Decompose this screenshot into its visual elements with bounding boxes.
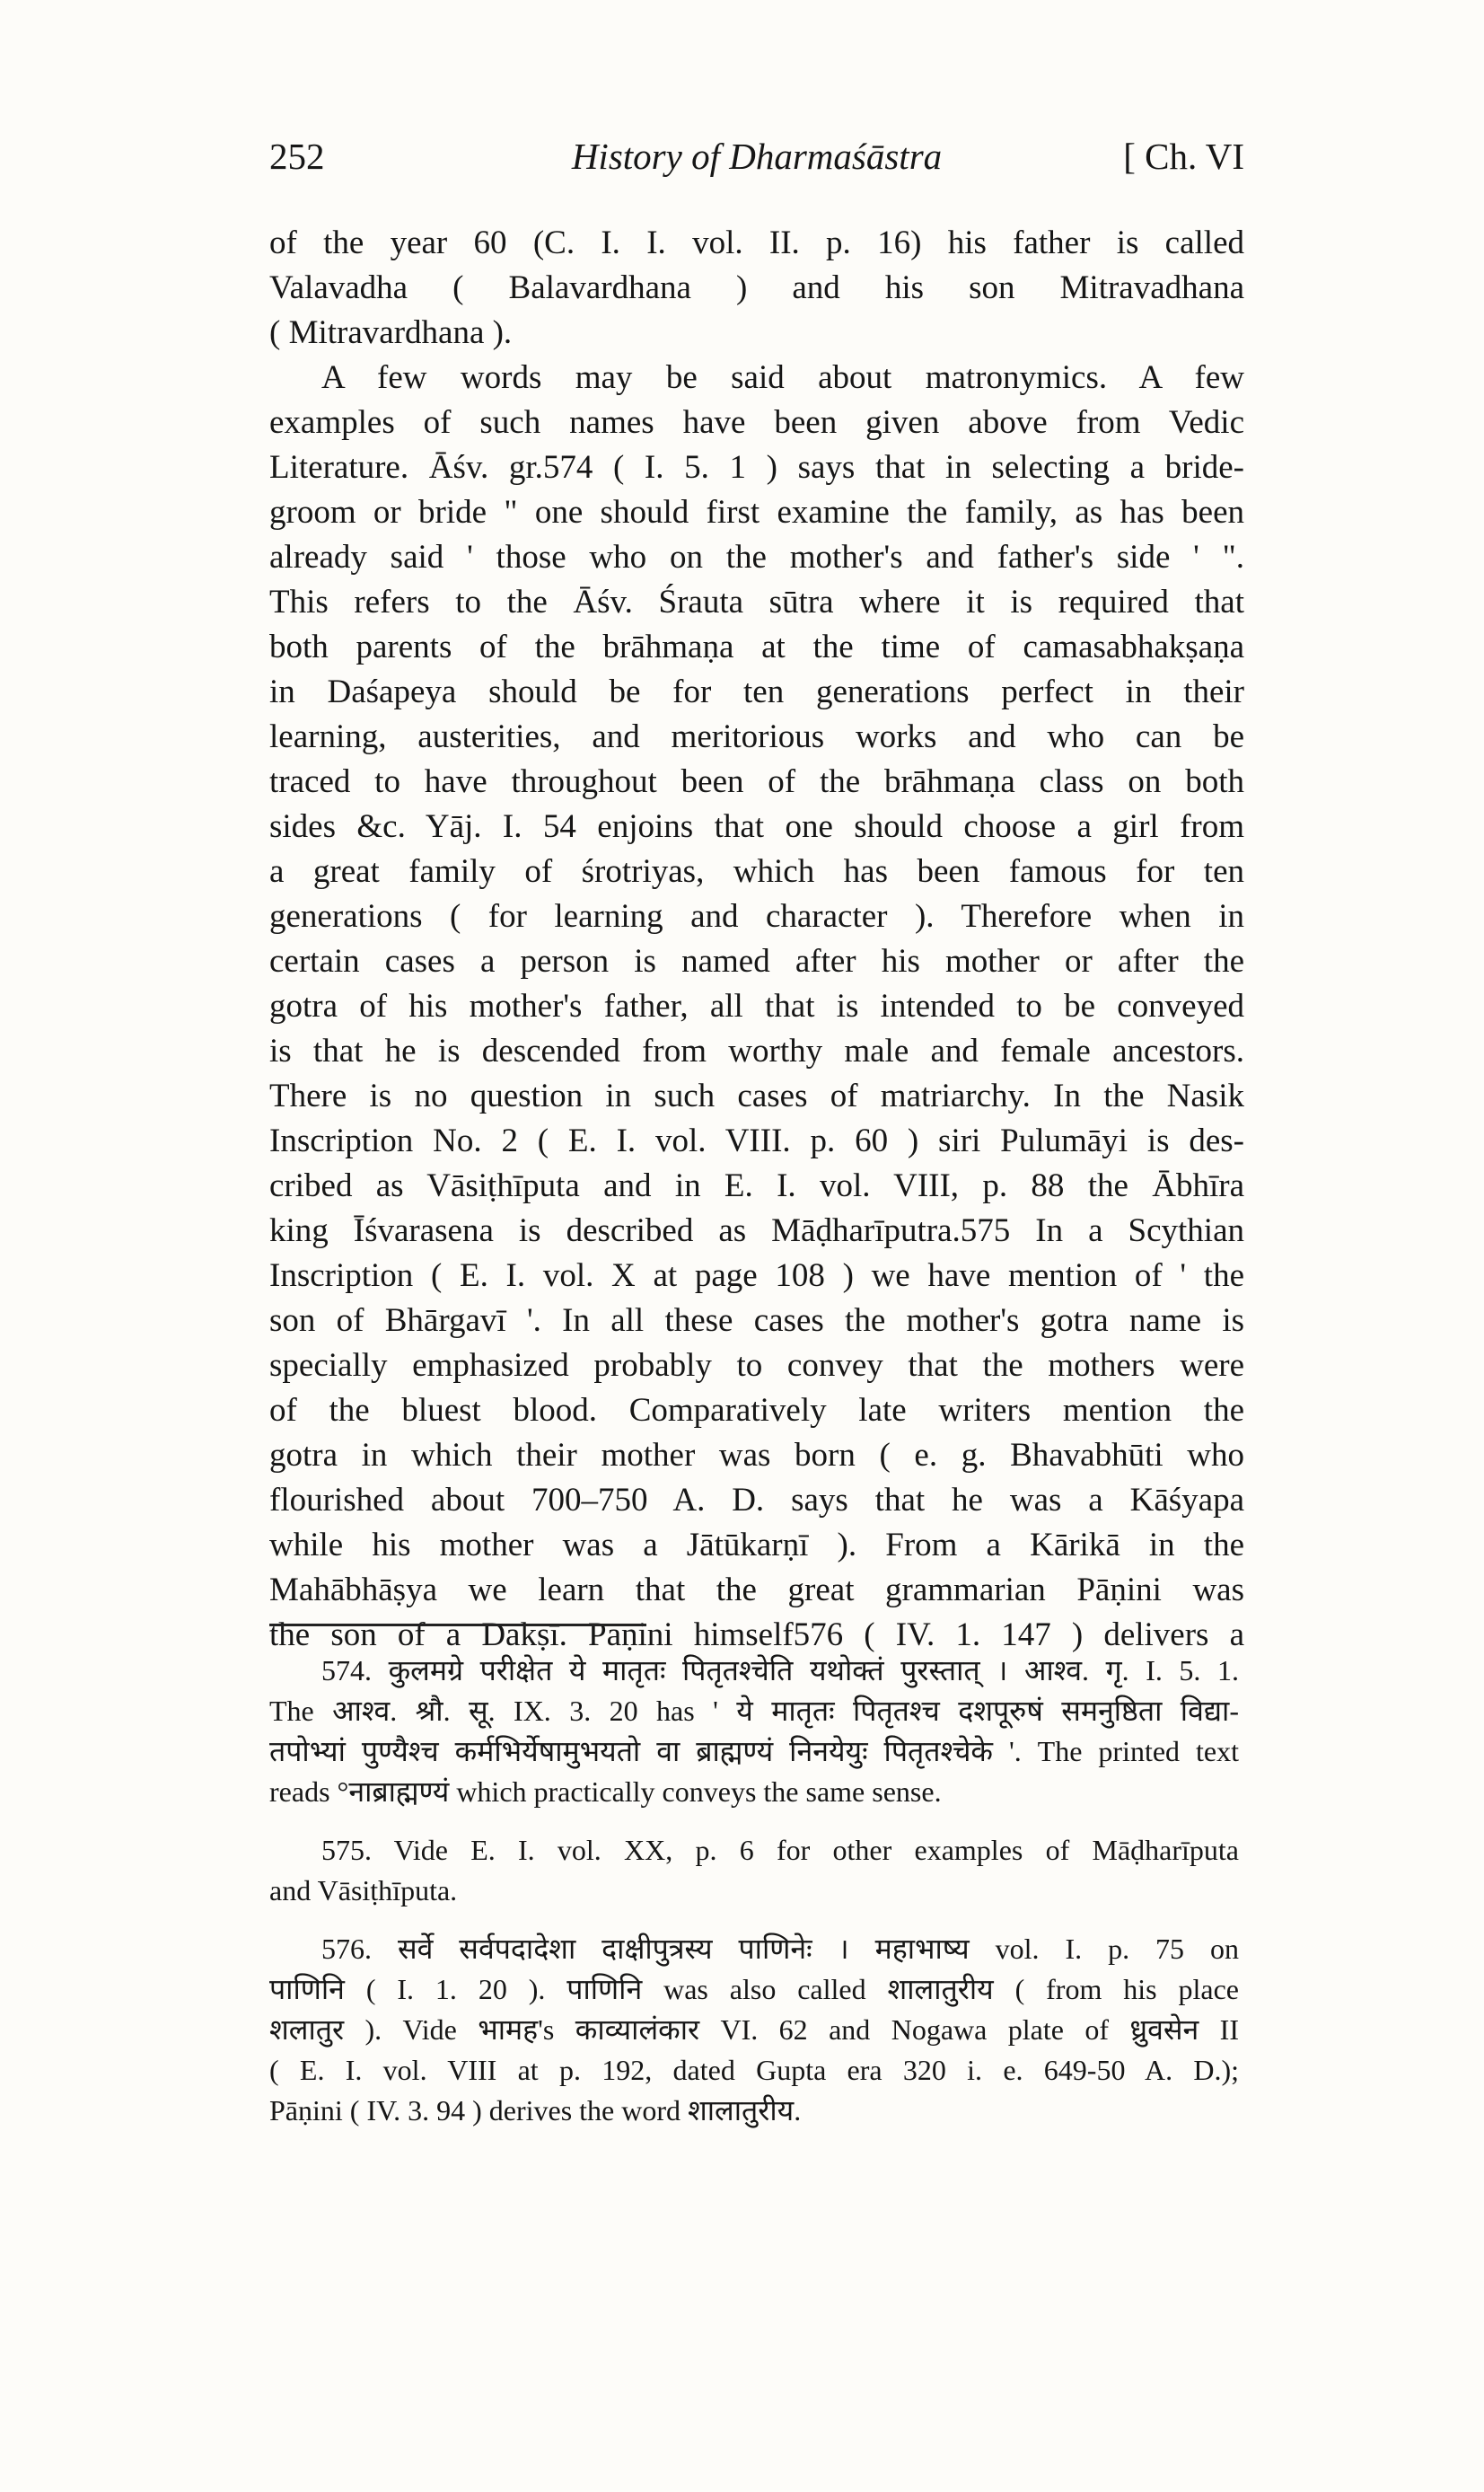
running-header [269, 135, 1244, 185]
text-line: There is no question in such cases of matriarchy. In the Nasik [269, 1078, 1244, 1114]
text-line: traced to have throughout been of the brāhmaṇa class on both [269, 763, 1244, 800]
text-line: a great family of śrotriyas, which has been famous for ten [269, 853, 1244, 890]
footnotes [269, 1651, 1239, 2131]
text-line: son of Bhārgavī '. In all these cases the mother's gotra name is [269, 1302, 1244, 1339]
text-line: is that he is descended from worthy male and female ancestors. [269, 1033, 1244, 1070]
text-line: Valavadha ( Balavardhana ) and his son Mitravadhana [269, 269, 1244, 306]
text-line: examples of such names have been given above from Vedic [269, 404, 1244, 441]
footnote-line: पाणिनि ( I. 1. 20 ). पाणिनि was also called शालातुरीय ( from his place [269, 1973, 1239, 2005]
text-line: both parents of the brāhmaṇa at the time of camasabhakṣaṇa [269, 629, 1244, 665]
text-line: cribed as Vāsiṭhīputa and in E. I. vol. VIII, p. 88 the Ābhīra [269, 1167, 1244, 1204]
text-line: while his mother was a Jātūkarṇī ). From a Kārikā in the [269, 1527, 1244, 1563]
text-line: Inscription No. 2 ( E. I. vol. VIII. p. 60 ) siri Pulumāyi is des- [269, 1123, 1244, 1159]
text-line: the son of a Dākṣī. Pāṇini himself576 ( IV. 1. 147 ) delivers a [269, 1616, 1244, 1653]
footnote-line: 576. सर्वे सर्वपदादेशा दाक्षीपुत्रस्य पाणिनेः । महाभाष्य vol. I. p. 75 on [321, 1933, 1239, 1965]
footnote-line: 575. Vide E. I. vol. XX, p. 6 for other examples of Māḍharīputa [321, 1834, 1239, 1866]
footnote-line: तपोभ्यां पुण्यैश्च कर्मभिर्येषामुभयतो वा ब्राह्मण्यं निनयेयुः पितृतश्चेके '. The printed text [269, 1735, 1239, 1767]
footnote-line: 574. कुलमग्रे परीक्षेत ये मातृतः पितृतश्चेति यथोक्तं पुरस्तात् । आश्व. गृ. I. 5. 1. [321, 1654, 1239, 1686]
footnote-line: शलातुर ). Vide भामह's काव्यालंकार VI. 62 and Nogawa plate of ध्रुवसेन II [269, 2013, 1239, 2046]
text-line: Inscription ( E. I. vol. X at page 108 ) we have mention of ' the [269, 1257, 1244, 1294]
text-line: of the bluest blood. Comparatively late writers mention the [269, 1392, 1244, 1429]
text-line: Mahābhāṣya we learn that the great grammarian Pāṇini was [269, 1572, 1244, 1608]
chapter-label: [ Ch. VI [1123, 136, 1244, 177]
text-line: specially emphasized probably to convey that the mothers were [269, 1347, 1244, 1384]
footnote-line: Pāṇini ( IV. 3. 94 ) derives the word शालातुरीय. [269, 2094, 802, 2127]
text-line: ( Mitravardhana ). [269, 314, 513, 351]
footnote-rule [269, 1624, 646, 1626]
text-line: generations ( for learning and character ). Therefore when in [269, 898, 1244, 935]
footnote-line: and Vāsiṭhīputa. [269, 1874, 458, 1906]
text-line: A few words may be said about matronymics. A few [321, 359, 1244, 396]
footnote-574 [269, 1651, 1239, 1812]
text-line: Literature. Āśv. gr.574 ( I. 5. 1 ) says that in selecting a bride- [269, 449, 1244, 486]
footnote-line: reads °नाब्राह्मण्यं which practically conveys the same sense. [269, 1775, 942, 1808]
main-text [269, 221, 1244, 1658]
text-line: This refers to the Āśv. Śrauta sūtra where it is required that [269, 584, 1244, 621]
text-line: flourished about 700–750 A. D. says that he was a Kāśyapa [269, 1482, 1244, 1519]
text-line: learning, austerities, and meritorious works and who can be [269, 718, 1244, 755]
footnote-575 [269, 1830, 1239, 1911]
text-line: in Daśapeya should be for ten generations perfect in their [269, 674, 1244, 710]
text-line: sides &c. Yāj. I. 54 enjoins that one should choose a girl from [269, 808, 1244, 845]
page-number: 252 [269, 136, 325, 177]
footnote-576 [269, 1929, 1239, 2131]
text-line: gotra of his mother's father, all that is intended to be conveyed [269, 988, 1244, 1025]
text-line: gotra in which their mother was born ( e. g. Bhavabhūti who [269, 1437, 1244, 1474]
text-line: already said ' those who on the mother's and father's side ' ". [269, 539, 1244, 576]
text-line: king Īśvarasena is described as Māḍharīputra.575 In a Scythian [269, 1212, 1244, 1249]
text-line: groom or bride " one should first examine the family, as has been [269, 494, 1244, 531]
footnote-line: ( E. I. vol. VIII at p. 192, dated Gupta era 320 i. e. 649-50 A. D.); [269, 2054, 1239, 2086]
running-title: History of Dharmaśāstra [571, 136, 943, 177]
text-line: certain cases a person is named after his mother or after the [269, 943, 1244, 980]
text-line: of the year 60 (C. I. I. vol. II. p. 16) his father is called [269, 225, 1244, 261]
footnote-line: The आश्व. श्रौ. सू. IX. 3. 20 has ' ये मातृतः पितृतश्च दशपूरुषं समनुष्ठिता विद्या- [269, 1695, 1239, 1727]
